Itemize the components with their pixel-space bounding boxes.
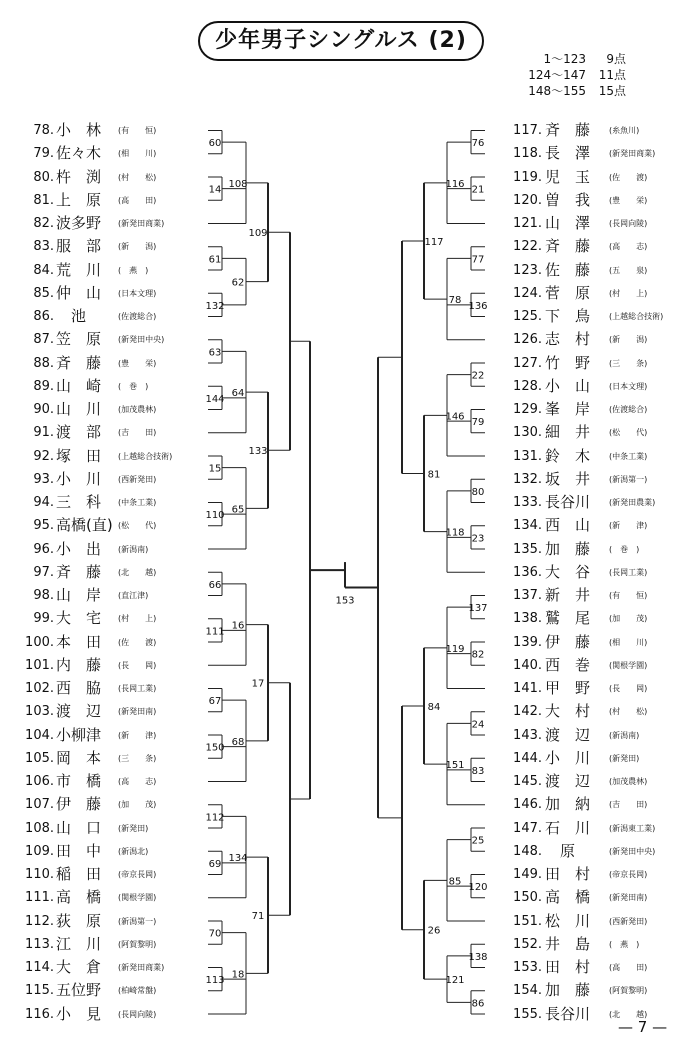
player-name: 佐 藤 [545, 260, 591, 279]
player-name: 山 澤 [545, 214, 591, 232]
player-club: (吉 田) [609, 800, 648, 810]
player-number: 87. [33, 332, 54, 348]
player-name: 山 岸 [56, 586, 102, 604]
player-number: 122. [513, 239, 542, 255]
player-name: 伊 藤 [545, 632, 591, 651]
player-name: 高 橋 [545, 888, 591, 907]
player-number: 144. [513, 750, 542, 766]
player-name: 高橋(直) [56, 516, 113, 535]
player-name: 大 倉 [56, 958, 102, 976]
player-club: (上越総合技術) [609, 312, 664, 321]
player-club: (高 田) [118, 195, 157, 205]
player-club: (帝京長岡) [609, 870, 648, 879]
player-name: 松 川 [545, 911, 591, 930]
player-club: (関根学園) [118, 893, 157, 903]
player-club: (加 茂) [118, 800, 157, 810]
player-number: 108. [25, 820, 54, 836]
player-name: 竹 野 [545, 353, 591, 372]
player-number: 84. [33, 262, 54, 278]
player-name: 加 納 [545, 795, 591, 814]
player-name: 斉 藤 [545, 121, 591, 139]
player-club: (長 岡) [118, 660, 157, 670]
player-club: (北 越) [609, 1009, 648, 1019]
player-number: 78. [33, 123, 54, 138]
player-club: (新発田南) [118, 707, 157, 717]
match-number: 22 [471, 370, 485, 382]
player-number: 145. [513, 774, 542, 789]
player-number: 152. [513, 936, 542, 952]
player-club: (新 潟) [609, 335, 648, 345]
player-name: 稲 田 [56, 865, 102, 883]
player-club: (長岡工業) [118, 684, 157, 693]
match-number: 110 [205, 510, 225, 522]
player-number: 97. [33, 564, 54, 580]
match-number: 26 [427, 925, 441, 937]
match-number: 121 [445, 975, 465, 987]
player-name: 市 橋 [56, 772, 102, 790]
player-number: 134. [513, 518, 542, 534]
player-club: (西新発田) [609, 916, 648, 926]
player-club: (加茂農林) [118, 405, 157, 414]
player-number: 139. [513, 634, 542, 650]
player-number: 147. [513, 820, 542, 836]
player-club: (新発田南) [609, 893, 648, 903]
match-number: 111 [205, 626, 225, 638]
player-name: 江 川 [56, 934, 102, 953]
match-number: 24 [471, 719, 485, 731]
player-club: (新発田商業) [118, 963, 165, 972]
player-name: 長谷川 [545, 1004, 591, 1023]
player-number: 109. [25, 843, 54, 859]
player-number: 127. [513, 355, 542, 371]
match-number: 84 [427, 701, 441, 713]
player-club: (日本文理) [118, 288, 157, 298]
player-name: 斉 藤 [545, 237, 591, 256]
player-club: ( 燕 ) [609, 939, 640, 949]
match-number: 136 [468, 300, 488, 312]
player-name: 伊 藤 [56, 795, 102, 814]
match-number: 119 [445, 643, 465, 655]
player-number: 80. [33, 169, 54, 185]
player-number: 111. [25, 890, 54, 906]
player-number: 96. [33, 541, 54, 557]
player-name: 高 橋 [56, 888, 102, 907]
player-name: 細 井 [545, 423, 591, 442]
player-number: 100. [25, 634, 54, 650]
points-value: 9点 [606, 52, 626, 66]
player-number: 149. [513, 867, 542, 882]
player-name: 井 島 [545, 934, 591, 953]
match-number: 137 [468, 603, 488, 615]
player-club: (相 川) [609, 637, 648, 647]
player-club: (新 津) [118, 730, 157, 740]
player-club: (高 志) [609, 242, 648, 252]
player-name: 下 鳥 [545, 307, 591, 325]
player-number: 89. [33, 378, 54, 394]
player-number: 118. [513, 146, 542, 162]
player-name: 岡 本 [56, 748, 102, 767]
match-number: 21 [471, 184, 485, 196]
player-name: 塚 田 [56, 446, 102, 465]
player-club: (新発田商業) [609, 149, 656, 159]
player-club: (帝京長岡) [118, 870, 157, 879]
player-number: 140. [513, 657, 542, 673]
player-club: (豊 栄) [118, 358, 157, 368]
match-number: 113 [205, 975, 225, 987]
match-number: 153 [335, 595, 355, 607]
player-name: 山 崎 [56, 376, 102, 395]
match-number: 69 [208, 858, 222, 870]
match-number: 65 [231, 504, 245, 516]
player-club: (有 恒) [609, 591, 648, 600]
player-number: 142. [513, 704, 542, 720]
player-club: (上越総合技術) [118, 451, 173, 461]
player-club: (加 茂) [609, 614, 648, 624]
player-name: 服 部 [56, 237, 102, 256]
match-number: 16 [231, 620, 245, 632]
match-number: 132 [205, 300, 225, 312]
player-club: (新潟東工業) [609, 823, 656, 833]
player-club: (五 泉) [609, 265, 648, 275]
player-name: 渡 辺 [545, 725, 591, 744]
player-number: 120. [513, 192, 542, 208]
player-club: (直江津) [118, 591, 149, 600]
player-club: (高 志) [118, 777, 157, 786]
match-number: 18 [231, 969, 245, 981]
player-name: 小 川 [545, 748, 591, 767]
match-number: 23 [471, 533, 485, 545]
player-number: 114. [25, 960, 54, 975]
player-name: 仲 山 [56, 283, 102, 302]
player-club: (松 代) [609, 428, 648, 438]
match-number: 17 [251, 678, 265, 690]
player-number: 79. [33, 146, 54, 162]
player-number: 133. [513, 495, 542, 510]
player-number: 115. [25, 983, 54, 999]
player-name: 長谷川 [545, 493, 591, 511]
match-number: 109 [248, 228, 268, 240]
player-number: 93. [33, 471, 54, 487]
player-number: 90. [33, 402, 54, 417]
player-name: 大 谷 [545, 562, 591, 581]
match-number: 134 [228, 853, 248, 865]
player-name: 本 田 [56, 632, 102, 651]
player-number: 88. [33, 355, 54, 371]
player-number: 107. [25, 797, 54, 813]
player-club: (佐渡総合) [609, 405, 648, 414]
player-number: 117. [513, 123, 542, 138]
player-name: 小柳津 [56, 725, 102, 744]
player-number: 102. [25, 681, 54, 696]
player-number: 95. [33, 518, 54, 534]
player-name: 山 川 [56, 400, 102, 418]
page-number: — 7 — [618, 1018, 668, 1036]
player-name: 佐々木 [56, 144, 102, 163]
points-range: 1～123 [543, 52, 586, 66]
player-club: (村 松) [118, 172, 157, 182]
match-number: 83 [471, 765, 485, 777]
player-club: (村 松) [609, 707, 648, 717]
match-number: 66 [208, 579, 222, 591]
player-club: (西新発田) [118, 474, 157, 484]
player-club: (佐 渡) [609, 172, 648, 182]
player-name: 鷲 尾 [545, 609, 591, 628]
match-number: 112 [205, 812, 225, 824]
player-club: (糸魚川) [609, 126, 640, 135]
player-club: (松 代) [118, 521, 157, 531]
player-number: 82. [33, 216, 54, 231]
player-club: (三 条) [609, 358, 648, 368]
player-name: 小 見 [56, 1004, 102, 1023]
player-club: (関根学園) [609, 660, 648, 670]
player-number: 154. [513, 983, 542, 999]
player-name: 田 村 [545, 958, 591, 976]
player-club: (阿賀黎明) [118, 939, 157, 949]
match-number: 117 [424, 236, 444, 248]
player-name: 児 玉 [545, 167, 591, 186]
points-range: 148～155 [528, 84, 586, 98]
player-club: (三 条) [118, 753, 157, 763]
player-number: 132. [513, 471, 542, 487]
player-number: 85. [33, 285, 54, 301]
player-number: 143. [513, 727, 542, 743]
player-club: (有 恒) [118, 126, 157, 135]
player-name: 西 山 [545, 516, 591, 535]
match-number: 15 [208, 463, 222, 475]
player-club: (豊 栄) [609, 195, 648, 205]
player-club: (長岡向陵) [118, 1009, 157, 1019]
player-name: 渡 辺 [56, 702, 102, 721]
player-club: (佐 渡) [118, 637, 157, 647]
player-club: (長岡向陵) [609, 219, 648, 228]
player-name: 斉 藤 [56, 353, 102, 372]
player-club: (新発田商業) [118, 219, 165, 228]
player-club: (日本文理) [609, 381, 648, 391]
player-name: 小 出 [56, 539, 102, 558]
player-name: 内 藤 [56, 655, 102, 674]
player-number: 99. [33, 611, 54, 627]
player-club: (高 田) [609, 963, 648, 972]
player-name: 峯 岸 [545, 400, 591, 418]
match-number: 116 [445, 178, 465, 190]
player-number: 138. [513, 611, 542, 627]
match-number: 108 [228, 178, 248, 190]
player-name: 加 藤 [545, 981, 591, 1000]
player-number: 92. [33, 448, 54, 464]
player-club: (村 上) [609, 288, 648, 298]
player-number: 150. [513, 890, 542, 906]
match-number: 76 [471, 138, 485, 150]
match-number: 86 [471, 998, 485, 1010]
match-number: 85 [448, 876, 462, 888]
player-club: (長岡工業) [609, 567, 648, 577]
player-name: 長 澤 [545, 144, 591, 163]
player-name: 斉 藤 [56, 562, 102, 581]
player-number: 153. [513, 960, 542, 975]
player-number: 141. [513, 681, 542, 696]
match-number: 64 [231, 388, 245, 400]
player-club: (新発田) [609, 753, 640, 763]
player-name: 小 山 [545, 376, 591, 395]
player-club: (新潟南) [609, 730, 640, 740]
player-name: 田 中 [56, 841, 102, 860]
player-number: 135. [513, 541, 542, 557]
points-range: 124～147 [528, 68, 586, 82]
player-name: 小 川 [56, 469, 102, 488]
match-number: 14 [208, 184, 222, 196]
player-club: (新 潟) [118, 242, 157, 252]
player-name: 石 川 [545, 818, 591, 837]
match-number: 62 [231, 277, 245, 289]
player-name: 甲 野 [545, 679, 591, 697]
player-club: (村 上) [118, 614, 157, 624]
player-number: 146. [513, 797, 542, 813]
player-club: (新潟北) [118, 846, 149, 856]
player-club: (新発田農業) [609, 498, 656, 507]
player-name: 坂 井 [545, 469, 591, 488]
player-name: 池 [56, 307, 102, 325]
player-club: (新発田中央) [118, 335, 165, 345]
player-club: (阿賀黎明) [609, 986, 648, 996]
player-number: 121. [513, 216, 542, 231]
player-name: 渡 部 [56, 423, 102, 442]
match-number: 146 [445, 411, 465, 423]
player-number: 94. [33, 495, 54, 510]
player-name: 笠 原 [56, 330, 102, 349]
player-name: 西 巻 [545, 655, 591, 674]
player-club: (佐渡総合) [118, 312, 157, 321]
player-name: 三 科 [56, 493, 102, 511]
match-number: 70 [208, 928, 222, 940]
player-number: 131. [513, 448, 542, 464]
player-club: (長 岡) [609, 684, 648, 693]
player-name: 鈴 木 [545, 446, 591, 465]
player-number: 136. [513, 564, 542, 580]
player-number: 98. [33, 588, 54, 603]
match-number: 81 [427, 469, 441, 481]
player-number: 113. [25, 936, 54, 952]
player-club: (新潟第一) [609, 474, 648, 484]
player-number: 137. [513, 588, 542, 603]
player-name: 五位野 [56, 981, 102, 1000]
player-club: (柏崎常盤) [118, 986, 157, 996]
player-name: 小 林 [56, 121, 102, 139]
player-number: 130. [513, 425, 542, 441]
player-club: (新発田中央) [609, 846, 656, 856]
player-club: (中条工業) [118, 498, 157, 507]
player-name: 曽 我 [545, 190, 591, 209]
match-number: 150 [205, 742, 225, 754]
player-name: 田 村 [545, 865, 591, 883]
player-name: 渡 辺 [545, 772, 591, 790]
player-name: 波多野 [56, 214, 102, 232]
match-number: 133 [248, 446, 268, 458]
match-number: 80 [471, 486, 485, 498]
match-number: 82 [471, 649, 485, 661]
player-club: (加茂農林) [609, 777, 648, 786]
player-number: 106. [25, 774, 54, 789]
player-club: (中条工業) [609, 451, 648, 461]
match-number: 120 [468, 882, 488, 894]
player-name: 上 原 [56, 190, 102, 209]
player-club: (新発田) [118, 823, 149, 833]
player-club: (北 越) [118, 567, 157, 577]
match-number: 63 [208, 347, 222, 359]
player-number: 151. [513, 913, 542, 929]
player-number: 86. [33, 309, 54, 324]
player-name: 新 井 [545, 586, 591, 604]
match-number: 71 [251, 911, 265, 923]
player-number: 91. [33, 425, 54, 441]
player-number: 125. [513, 309, 542, 324]
match-number: 68 [231, 736, 245, 748]
player-number: 104. [25, 727, 54, 743]
player-club: (新潟南) [118, 544, 149, 554]
page-title: 少年男子シングルス (2) [198, 21, 484, 61]
player-name: 菅 原 [545, 283, 591, 302]
player-club: (相 川) [118, 149, 157, 159]
player-name: 加 藤 [545, 539, 591, 558]
player-number: 105. [25, 750, 54, 766]
player-number: 103. [25, 704, 54, 720]
player-name: 大 村 [545, 702, 591, 721]
player-number: 129. [513, 402, 542, 417]
player-name: 山 口 [56, 818, 102, 837]
match-number: 118 [445, 527, 465, 539]
player-club: ( 燕 ) [118, 265, 149, 275]
player-number: 112. [25, 913, 54, 929]
player-name: 杵 渕 [56, 167, 102, 186]
player-club: ( 巻 ) [118, 381, 149, 391]
player-number: 124. [513, 285, 542, 301]
match-number: 25 [471, 835, 485, 847]
player-number: 116. [25, 1006, 54, 1022]
match-number: 144 [205, 393, 225, 405]
match-number: 79 [471, 417, 485, 429]
player-club: (吉 田) [118, 428, 157, 438]
player-club: ( 巻 ) [609, 544, 640, 554]
match-number: 60 [208, 138, 222, 150]
player-number: 155. [513, 1006, 542, 1022]
match-number: 77 [471, 254, 485, 266]
player-number: 101. [25, 657, 54, 673]
match-number: 61 [208, 254, 222, 266]
player-club: (新 津) [609, 521, 648, 531]
match-number: 67 [208, 696, 222, 708]
player-number: 128. [513, 378, 542, 394]
player-number: 126. [513, 332, 542, 348]
match-number: 78 [448, 295, 462, 307]
player-number: 110. [25, 867, 54, 882]
player-number: 81. [33, 192, 54, 208]
match-number: 138 [468, 951, 488, 963]
player-name: 荒 川 [56, 260, 102, 279]
match-number: 151 [445, 760, 465, 772]
points-value: 11点 [598, 68, 626, 82]
player-name: 志 村 [545, 330, 591, 349]
player-name: 原 [545, 841, 576, 860]
points-value: 15点 [598, 84, 626, 98]
player-number: 123. [513, 262, 542, 278]
player-club: (新潟第一) [118, 916, 157, 926]
player-number: 119. [513, 169, 542, 185]
player-name: 大 宅 [56, 609, 102, 628]
player-number: 148. [513, 843, 542, 859]
player-name: 荻 原 [56, 911, 102, 930]
player-number: 83. [33, 239, 54, 255]
player-name: 西 脇 [56, 679, 102, 697]
